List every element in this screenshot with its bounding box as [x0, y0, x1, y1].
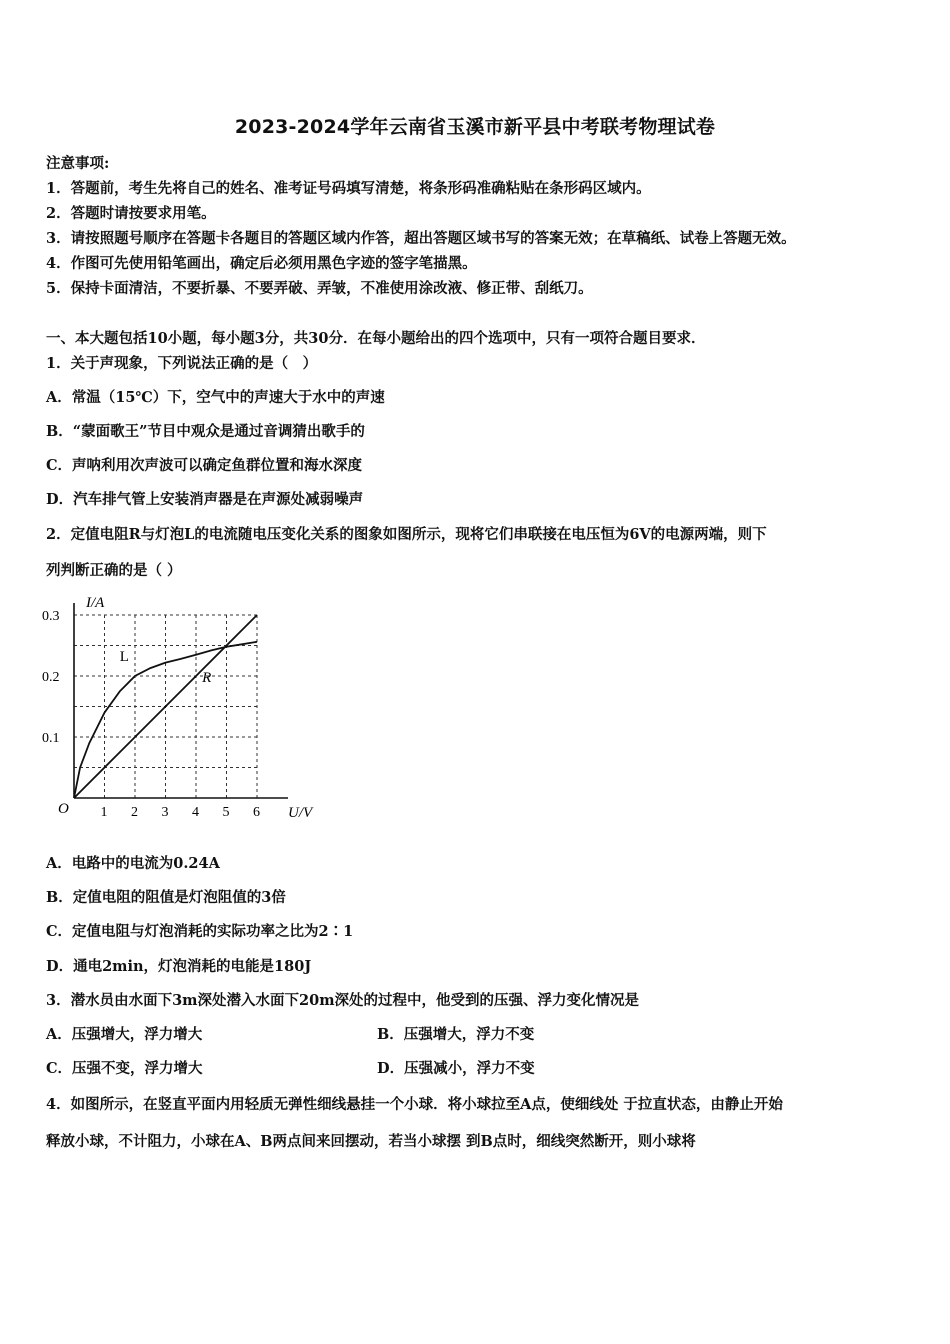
q1-option-c: C．声呐利用次声波可以确定鱼群位置和海水深度 [46, 457, 363, 474]
x-tick-label: 3 [161, 805, 169, 820]
iu-graph [38, 585, 338, 835]
notice-item: 1．答题前，考生先将自己的姓名、准考证号码填写清楚，将条形码准确粘贴在条形码区域内。 [46, 180, 651, 197]
y-tick-label: 0.3 [42, 609, 60, 624]
y-axis-label: I/A [86, 595, 105, 611]
q2-option-b: B．定值电阻的阻值是灯泡阻值的3倍 [46, 889, 286, 906]
series-label-r: R [202, 670, 212, 687]
x-tick-label: 1 [100, 805, 108, 820]
y-tick-label: 0.2 [42, 670, 60, 685]
q3-option-b: B．压强增大，浮力不变 [377, 1026, 535, 1043]
q1-option-b: B．“蒙面歌王”节目中观众是通过音调猜出歌手的 [46, 423, 365, 440]
series-label-l: L [119, 648, 129, 665]
q3-option-c: C．压强不变，浮力增大 [46, 1060, 203, 1077]
q3-option-d: D．压强减小，浮力不变 [377, 1060, 535, 1077]
x-tick-label: 6 [253, 805, 260, 820]
q1-option-d: D．汽车排气管上安装消声器是在声源处减弱噪声 [46, 491, 364, 508]
q3-stem: 3．潜水员由水面下3m深处潜入水面下20m深处的过程中，他受到的压强、浮力变化情况是 [46, 992, 640, 1009]
q2-option-d: D．通电2min，灯泡消耗的电能是180J [46, 958, 312, 975]
q2-option-c: C．定值电阻与灯泡消耗的实际功率之比为2∶1 [46, 923, 354, 940]
q2-option-a: A．电路中的电流为0.24A [46, 855, 220, 872]
notice-item: 2．答题时请按要求用笔。 [46, 205, 216, 222]
notice-item: 5．保持卡面清洁，不要折暴、不要弄破、弄皱，不准使用涂改液、修正带、刮纸刀。 [46, 280, 593, 297]
q1-option-a: A．常温（15℃）下，空气中的声速大于水中的声速 [46, 389, 385, 406]
q2-stem-line2: 列判断正确的是（ ） [46, 562, 182, 579]
x-tick-label: 4 [192, 805, 199, 820]
q1-stem: 1．关于声现象，下列说法正确的是（ ） [46, 355, 318, 372]
page-title: 2023-2024学年云南省玉溪市新平县中考联考物理试卷 [234, 116, 716, 138]
q4-stem-line1: 4．如图所示，在竖直平面内用轻质无弹性细线悬挂一个小球．将小球拉至A点，使细线处 于拉直状态，由静止开始 [46, 1096, 783, 1113]
q3-option-a: A．压强增大，浮力增大 [46, 1026, 203, 1043]
q2-stem-line1: 2．定值电阻R与灯泡L的电流随电压变化关系的图象如图所示，现将它们串联接在电压恒为6V的电源两端，则下 [46, 526, 767, 543]
section-heading: 一、本大题包括10小题，每小题3分，共30分．在每小题给出的四个选项中，只有一项符合题目要求． [46, 330, 706, 347]
series-r-curve [74, 615, 257, 798]
notice-item: 4．作图可先使用铅笔画出，确定后必须用黑色字迹的签字笔描黑。 [46, 255, 477, 272]
notice-heading: 注意事项: [46, 155, 110, 172]
x-axis-label: U/V [288, 805, 313, 821]
x-tick-label: 2 [131, 805, 138, 820]
x-tick-label: 5 [222, 805, 230, 820]
q4-stem-line2: 释放小球，不计阻力，小球在A、B两点间来回摆动，若当小球摆 到B点时，细线突然断开，则小球将 [46, 1133, 696, 1150]
y-tick-label: 0.1 [42, 731, 60, 746]
notice-item: 3．请按照题号顺序在答题卡各题目的答题区域内作答，超出答题区域书写的答案无效；在草稿纸、试卷上答题无效。 [46, 230, 796, 247]
origin-label: O [58, 801, 69, 817]
